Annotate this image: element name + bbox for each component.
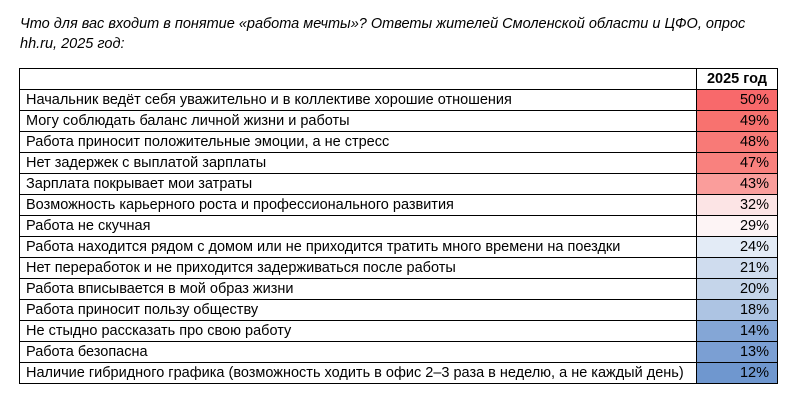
table-row [20, 111, 778, 132]
survey-table [19, 68, 778, 384]
answer-label: Работа вписывается в мой образ жизни [20, 279, 697, 300]
answer-label: Зарплата покрывает мои затраты [20, 174, 697, 195]
answer-percent: 13% [697, 342, 778, 363]
table-row [20, 195, 778, 216]
answer-label: Могу соблюдать баланс личной жизни и работы [20, 111, 697, 132]
answer-label: Работа не скучная [20, 216, 697, 237]
table-row [20, 279, 778, 300]
answer-label: Наличие гибридного графика (возможность ходить в офис 2–3 раза в неделю, а не каждый день) [20, 363, 697, 384]
answer-percent: 21% [697, 258, 778, 279]
answer-percent: 14% [697, 321, 778, 342]
table-row [20, 321, 778, 342]
answer-label: Нет задержек с выплатой зарплаты [20, 153, 697, 174]
answer-label: Начальник ведёт себя уважительно и в коллективе хорошие отношения [20, 90, 697, 111]
answer-percent: 32% [697, 195, 778, 216]
table-body [20, 90, 778, 384]
answer-label: Работа находится рядом с домом или не приходится тратить много времени на поездки [20, 237, 697, 258]
answer-column-header [20, 69, 697, 90]
answer-percent: 43% [697, 174, 778, 195]
answer-percent: 29% [697, 216, 778, 237]
answer-percent: 50% [697, 90, 778, 111]
table-row [20, 132, 778, 153]
table-row [20, 342, 778, 363]
table-row [20, 216, 778, 237]
answer-percent: 24% [697, 237, 778, 258]
answer-percent: 47% [697, 153, 778, 174]
table-row [20, 153, 778, 174]
answer-label: Возможность карьерного роста и профессионального развития [20, 195, 697, 216]
year-column-header: 2025 год [697, 69, 778, 90]
table-row [20, 237, 778, 258]
answer-label: Работа приносит положительные эмоции, а не стресс [20, 132, 697, 153]
answer-label: Работа безопасна [20, 342, 697, 363]
answer-percent: 48% [697, 132, 778, 153]
answer-percent: 20% [697, 279, 778, 300]
answer-percent: 18% [697, 300, 778, 321]
table-row [20, 174, 778, 195]
answer-percent: 12% [697, 363, 778, 384]
table-row [20, 258, 778, 279]
answer-label: Нет переработок и не приходится задерживаться после работы [20, 258, 697, 279]
answer-percent: 49% [697, 111, 778, 132]
table-header-row [20, 69, 778, 90]
chart-caption: Что для вас входит в понятие «работа мечты»? Ответы жителей Смоленской области и ЦФО, опрос hh.ru, 2025 год: [20, 16, 746, 52]
table-row [20, 90, 778, 111]
table-row [20, 300, 778, 321]
answer-label: Работа приносит пользу обществу [20, 300, 697, 321]
table-row [20, 363, 778, 384]
answer-label: Не стыдно рассказать про свою работу [20, 321, 697, 342]
